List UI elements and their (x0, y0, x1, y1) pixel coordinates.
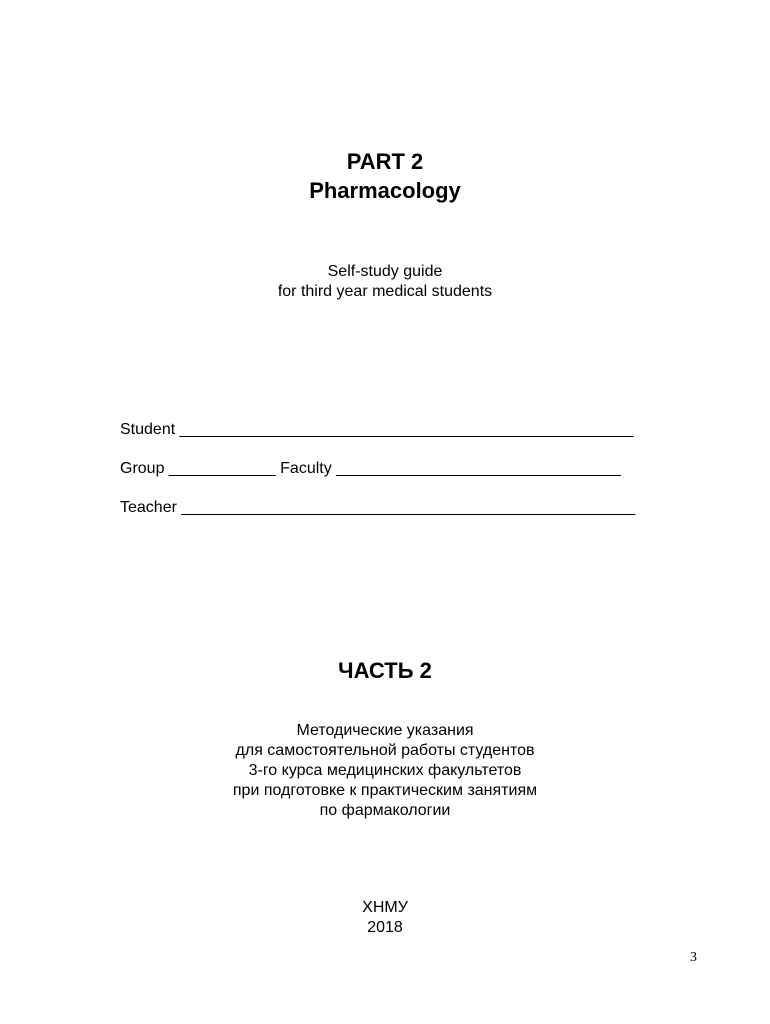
russian-subtitle-line-5: по фармакологии (319, 802, 451, 819)
student-field: Student ___________________________________________________ (120, 421, 634, 438)
part-heading: PART 2 (346, 149, 424, 174)
russian-subtitle-line-1: Методические указания (296, 722, 474, 739)
page-number: 3 (690, 950, 697, 965)
subject-heading: Pharmacology (309, 178, 461, 203)
english-title (0, 147, 770, 205)
teacher-field: Teacher ___________________________________________________ (120, 499, 636, 516)
russian-title: ЧАСТЬ 2 (338, 658, 432, 683)
russian-subtitle (0, 721, 770, 821)
russian-subtitle-line-3: 3-го курса медицинских факультетов (248, 762, 522, 779)
publisher-footer (0, 898, 770, 938)
publication-year: 2018 (367, 919, 403, 936)
institution-name: ХНМУ (362, 899, 408, 916)
english-subtitle (0, 262, 770, 302)
subtitle-line-1: Self-study guide (327, 263, 443, 280)
russian-subtitle-line-4: при подготовке к практическим занятиям (232, 782, 538, 799)
subtitle-line-2: for third year medical students (277, 283, 493, 300)
russian-subtitle-line-2: для самостоятельной работы студентов (235, 742, 535, 759)
group-faculty-field: Group ____________ Faculty ________________________________ (120, 460, 621, 477)
